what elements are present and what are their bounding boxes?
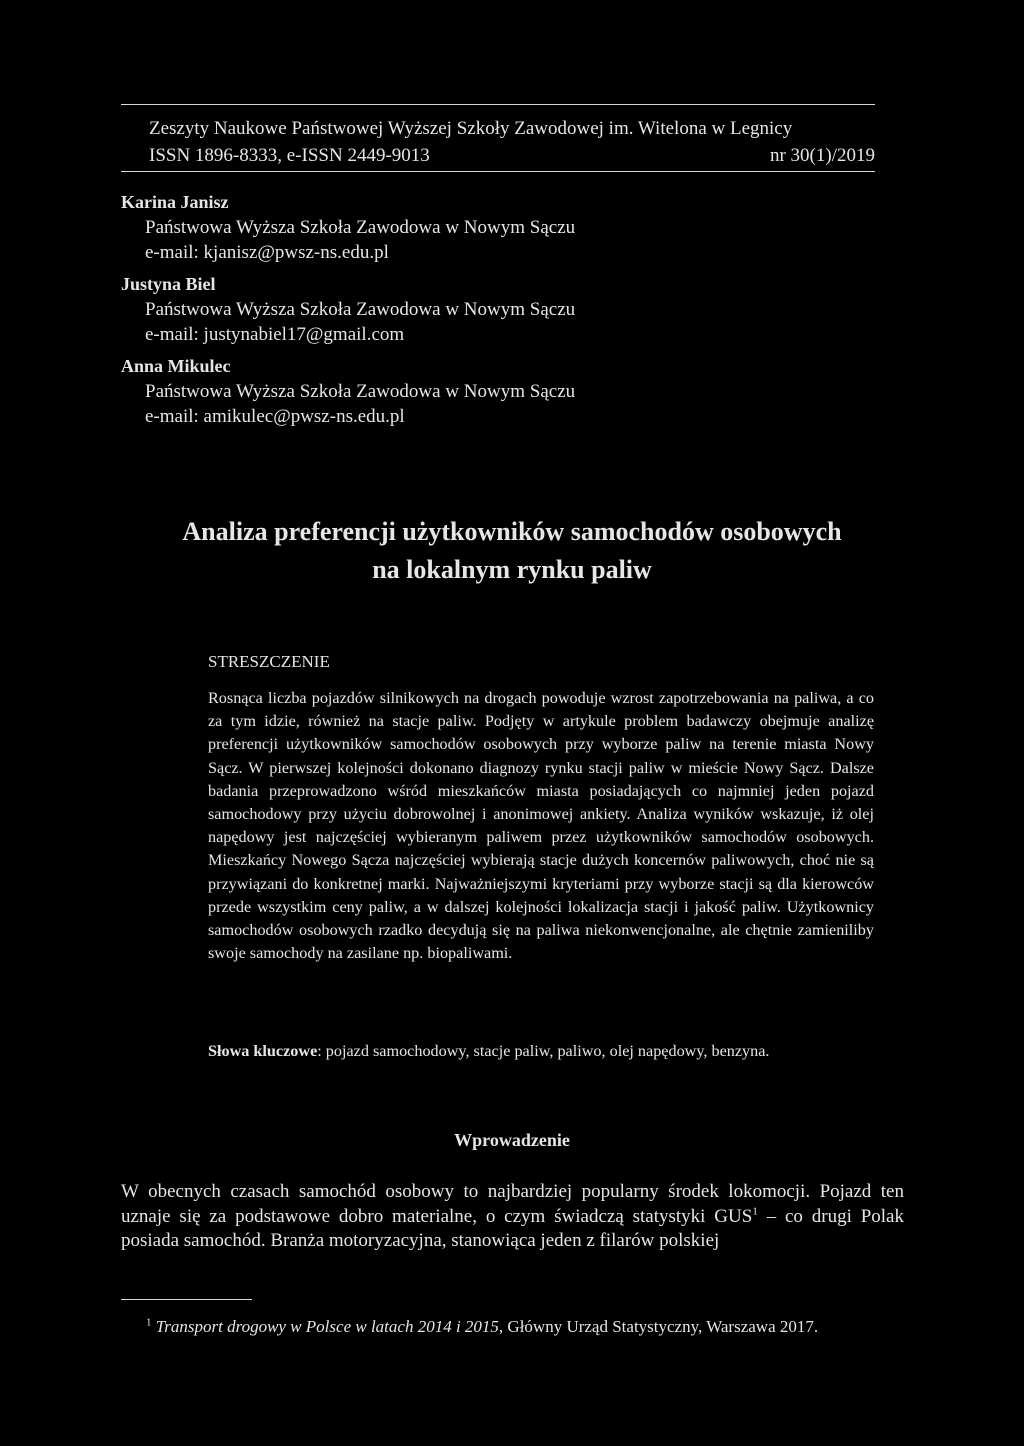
journal-name [149,117,875,141]
author-block [121,354,881,429]
abstract-heading: STRESZCZENIE [208,652,330,671]
author-block [121,190,881,265]
journal-title: Zeszyty Naukowe Państwowej Wyższej Szkoły Zawodowej im. Witelona w Legnicy [149,118,793,139]
header-bottom-rule [121,171,875,172]
paper-title-line-1: Analiza preferencji użytkowników samochodów osobowych [182,517,842,546]
body-paragraph [121,1180,904,1254]
footnote-number: 1 [146,1316,152,1329]
author-name: Anna Mikulec [121,356,231,376]
keywords-list: : pojazd samochodowy, stacje paliw, paliwo, olej napędowy, benzyna. [317,1042,770,1060]
author-affiliation: Państwowa Wyższa Szkoła Zawodowa w Nowym Sączu [145,381,576,402]
body-text-part-1: W obecnych czasach samochód osobowy to najbardziej popularny środek lokomocji. Pojazd ten uznaje się za podstawowe dobro materialne, o czym świadczą statystyki GUS [121,1181,904,1227]
journal-issn-line [149,144,875,168]
footnote [146,1316,906,1338]
author-affiliation: Państwowa Wyższa Szkoła Zawodowa w Nowym Sączu [145,299,576,320]
journal-issn: ISSN 1896-8333, e-ISSN 2449-9013 [149,145,430,166]
header-top-rule [121,104,875,105]
keywords [208,1040,888,1062]
author-email: e-mail: justynabiel17@gmail.com [145,324,405,345]
journal-issue: nr 30(1)/2019 [769,145,875,166]
footnote-reference[interactable]: 1 [752,1205,758,1218]
paper-title-line-2: na lokalnym rynku paliw [372,555,652,584]
author-block [121,272,881,347]
footnote-rule [121,1299,252,1300]
author-email: e-mail: amikulec@pwsz-ns.edu.pl [145,406,405,427]
abstract-text: Rosnąca liczba pojazdów silnikowych na drogach powoduje wzrost zapotrzebowania na paliwa, a co za tym idzie, również na stacje paliw. Podjęty w artykule problem badawczy obejmuje analizę preferencji użytkowników samochodów osobowych przy wyborze paliw na terenie miasta Nowy Sącz. W pierwszej kolejności dokonano diagnozy rynku stacji paliw w mieście Nowy Sącz. Dalsze badania przeprowadzono wśród mieszkańców miasta posiadających co najmniej jeden pojazd samochodowy przy użyciu dobrowolnej i anonimowej ankiety. Analiza wyników wskazuje, iż olej napędowy jest najczęściej wybieranym paliwem przez użytkowników samochodów osobowych. Mieszkańcy Nowego Sącza najczęściej wybierają stacje dużych koncernów paliwowych, choć nie są przywiązani do konkretnej marki. Najważniejszymi kryteriami przy wyborze stacji są dla kierowców przede wszystkim ceny paliw, a w dalszej kolejności lokalizacja stacji i jakość paliw. Użytkownicy samochodów osobowych rzadko decydują się na paliwa niekonwencjonalne, ale chętnie zamieniliby swoje samochody na zasilane np. biopaliwami. [208,689,874,963]
section-heading: Wprowadzenie [454,1130,570,1150]
author-name: Justyna Biel [121,274,216,294]
paper-title [100,513,924,589]
author-list [121,190,881,436]
footnote-source-details: , Główny Urząd Statystyczny, Warszawa 2017. [498,1317,819,1336]
keywords-label: Słowa kluczowe [208,1042,318,1060]
author-affiliation: Państwowa Wyższa Szkoła Zawodowa w Nowym Sączu [145,217,576,238]
footnote-source-title: Transport drogowy w Polsce w latach 2014 i 2015 [155,1317,499,1336]
author-email: e-mail: kjanisz@pwsz-ns.edu.pl [145,242,389,263]
body-text-part-2: – co drugi Polak posiada samochód. Branża motoryzacyjna, stanowiąca jeden z filarów polskiej [121,1205,904,1251]
author-name: Karina Janisz [121,192,229,212]
